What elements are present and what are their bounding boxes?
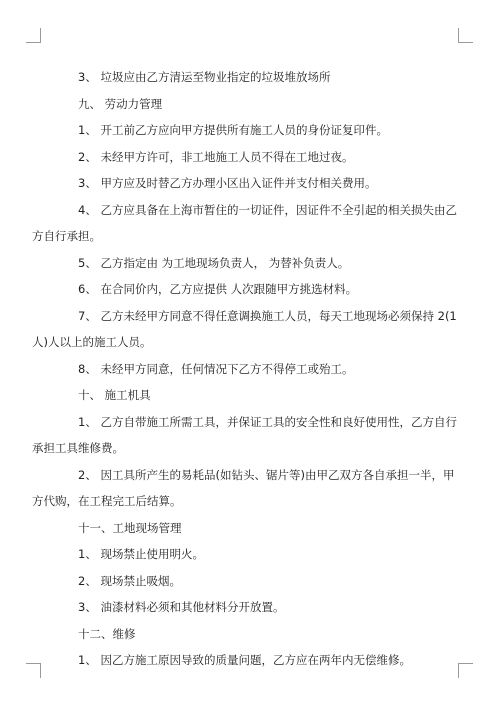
crop-mark-top-right [458, 28, 473, 43]
crop-mark-top-left [26, 28, 41, 43]
paragraph: 1、 因乙方施工原因导致的质量问题，乙方应在两年内无偿维修。 [78, 653, 411, 667]
paragraph: 1、 开工前乙方应向甲方提供所有施工人员的身份证复印件。 [78, 123, 388, 137]
paragraph: 1、 现场禁止使用明火。 [78, 547, 204, 561]
paragraph: 2、 因工具所产生的易耗品(如钻头、锯片等)由甲乙双方各自承担一半，甲方代购，在工程完工后结算。 [32, 467, 455, 508]
paragraph: 3、 垃圾应由乙方清运至物业指定的垃圾堆放场所 [78, 70, 331, 84]
paragraph: 3、 甲方应及时替乙方办理小区出入证件并支付相关费用。 [78, 176, 377, 190]
section-heading: 十二、维修 [78, 626, 136, 641]
crop-mark-bottom-left [26, 663, 41, 678]
document-body [32, 64, 462, 674]
paragraph: 8、 未经甲方同意，任何情况下乙方不得停工或殆工。 [78, 361, 354, 376]
section-heading: 十一、工地现场管理 [78, 520, 182, 535]
paragraph: 6、 在合同价内，乙方应提供 人次跟随甲方挑选材料。 [78, 282, 358, 296]
paragraph: 4、 乙方应具备在上海市暂住的一切证件，因证件不全引起的相关损失由乙方自行承担。 [32, 202, 457, 243]
section-heading: 十、 施工机具 [78, 388, 151, 402]
paragraph: 7、 乙方未经甲方同意不得任意调换施工人员，每天工地现场必须保持 2(1 人)人以上的施工人员。 [32, 308, 457, 349]
paragraph: 3、 油漆材料必须和其他材料分开放置。 [78, 600, 285, 614]
paragraph: 2、 现场禁止吸烟。 [78, 573, 181, 588]
section-heading: 九、 劳动力管理 [78, 96, 163, 111]
paragraph: 5、 乙方指定由 为工地现场负责人， 为替补负责人。 [78, 255, 350, 270]
paragraph: 2、 未经甲方许可，非工地施工人员不得在工地过夜。 [78, 149, 354, 164]
paragraph: 1、 乙方自带施工所需工具，并保证工具的安全性和良好使用性，乙方自行承担工具维修费。 [32, 414, 457, 455]
